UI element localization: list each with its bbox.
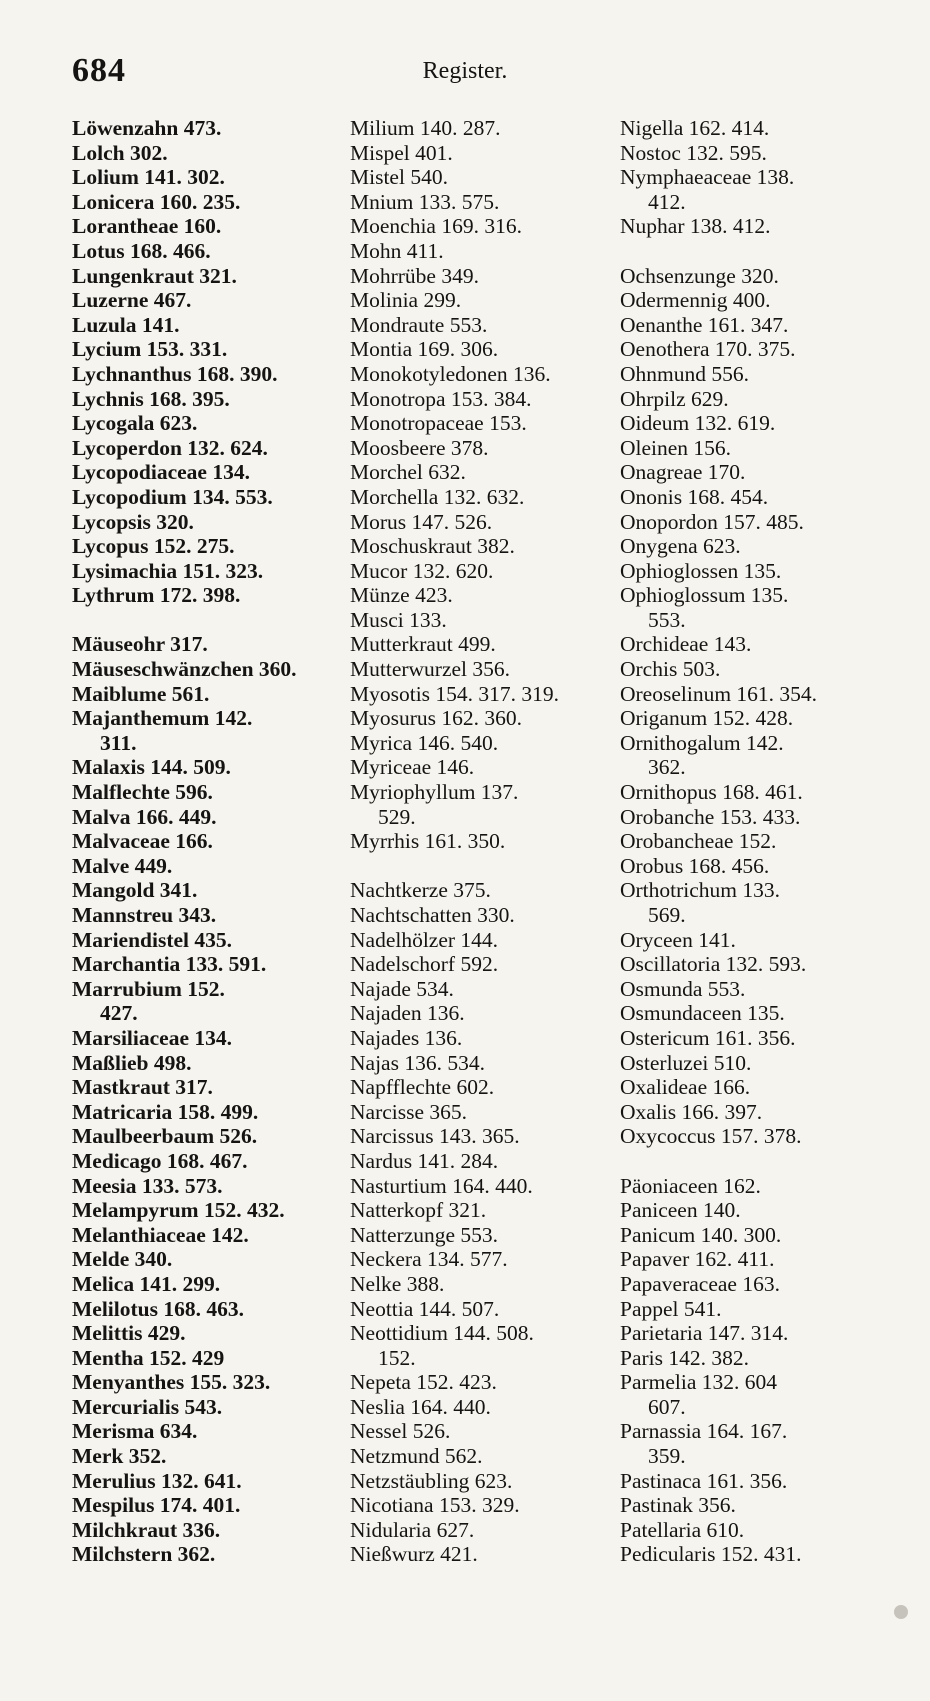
index-entry: Pastinak 356. (620, 1493, 736, 1518)
index-entry: Orthotrichum 133. (620, 878, 781, 903)
index-entry: Marrubium 152. (72, 976, 225, 1001)
index-entry: Mentha 152. 429 (72, 1345, 225, 1370)
index-entry: Narcissus 143. 365. (350, 1124, 520, 1149)
index-entry: Marsiliaceae 134. (72, 1025, 233, 1050)
index-entry: Nachtkerze 375. (350, 878, 491, 903)
index-entry: Monokotyledonen 136. (350, 361, 551, 386)
section-gap (72, 608, 347, 633)
index-entry: Meesia 133. 573. (72, 1173, 223, 1198)
index-entry: Mastkraut 317. (72, 1075, 213, 1100)
index-entry: Panicum 140. 300. (620, 1222, 782, 1247)
index-entry: Luzula 141. (72, 312, 180, 337)
index-entry: Mespilus 174. 401. (72, 1493, 241, 1518)
index-entry: Mondraute 553. (350, 312, 488, 337)
index-entry: Odermennig 400. (620, 288, 771, 313)
index-entry: Majanthemum 142. (72, 706, 253, 731)
index-entry: Molinia 299. (350, 288, 462, 313)
index-entry: Lythrum 172. 398. (72, 583, 241, 608)
index-entry: Natterzunge 553. (350, 1222, 499, 1247)
index-entry-continuation: 359. (648, 1444, 686, 1469)
index-entry: Ophioglossum 135. (620, 583, 789, 608)
index-entry: Moenchia 169. 316. (350, 214, 522, 239)
index-entry: Lycopsis 320. (72, 509, 194, 534)
index-entry: Orchideae 143. (620, 632, 752, 657)
index-entry: Nicotiana 153. 329. (350, 1493, 520, 1518)
index-entry: Najas 136. 534. (350, 1050, 485, 1075)
index-entry: Napfflechte 602. (350, 1075, 495, 1100)
index-entry: Paniceen 140. (620, 1198, 741, 1223)
index-entry: Merisma 634. (72, 1419, 198, 1444)
index-entry: Mercurialis 543. (72, 1394, 223, 1419)
index-entry: Melilotus 168. 463. (72, 1296, 244, 1321)
index-entry: Ornithopus 168. 461. (620, 780, 803, 805)
index-entry: Mutterwurzel 356. (350, 657, 511, 682)
index-entry: Mnium 133. 575. (350, 189, 500, 214)
index-entry: Monotropaceae 153. (350, 411, 527, 436)
index-entry: Oscillatoria 132. 593. (620, 952, 807, 977)
index-entry: Neottia 144. 507. (350, 1296, 500, 1321)
index-entry: Lotus 168. 466. (72, 238, 211, 263)
index-entry: Mutterkraut 499. (350, 632, 496, 657)
index-entry: Moosbeere 378. (350, 435, 489, 460)
index-entry: Lychnis 168. 395. (72, 386, 230, 411)
index-entry: Nostoc 132. 595. (620, 140, 767, 165)
index-entry: Origanum 152. 428. (620, 706, 794, 731)
index-entry: Melanthiaceae 142. (72, 1222, 249, 1247)
index-entry: Melica 141. 299. (72, 1271, 221, 1296)
index-entry: Oreoselinum 161. 354. (620, 681, 818, 706)
index-entry: Päoniaceen 162. (620, 1173, 761, 1198)
index-entry-continuation: 362. (648, 755, 686, 780)
index-entry-continuation: 607. (648, 1394, 686, 1419)
index-entry: Netzstäubling 623. (350, 1468, 513, 1493)
index-entry: Myrica 146. 540. (350, 730, 499, 755)
index-entry-continuation: 311. (100, 730, 137, 755)
running-title: Register. (422, 58, 508, 84)
section-gap (350, 854, 618, 879)
index-entry: Münze 423. (350, 583, 453, 608)
index-entry: Oryceen 141. (620, 927, 736, 952)
index-entry-continuation: 553. (648, 607, 686, 632)
index-entry: Ochsenzunge 320. (620, 263, 779, 288)
index-entry: Osterluzei 510. (620, 1050, 752, 1075)
index-entry: Nessel 526. (350, 1419, 451, 1444)
index-entry: Melde 340. (72, 1247, 173, 1272)
index-entry: Moschuskraut 382. (350, 534, 515, 559)
index-entry: Nuphar 138. 412. (620, 214, 771, 239)
index-entry: Onagreae 170. (620, 460, 746, 485)
index-entry: Montia 169. 306. (350, 337, 499, 362)
index-entry: Melampyrum 152. 432. (72, 1198, 285, 1223)
index-entry: Pedicularis 152. 431. (620, 1542, 802, 1567)
index-entry: Melittis 429. (72, 1321, 186, 1346)
index-entry: Myriceae 146. (350, 755, 475, 780)
index-entry: Mohrrübe 349. (350, 263, 479, 288)
index-entry: Ohnmund 556. (620, 361, 749, 386)
index-entry-continuation: 427. (100, 1001, 138, 1026)
ink-smudge (894, 1605, 908, 1619)
index-entry: Malva 166. 449. (72, 804, 217, 829)
index-entry-continuation: 152. (378, 1345, 416, 1370)
index-entry: Najades 136. (350, 1025, 463, 1050)
index-entry: Najade 534. (350, 976, 454, 1001)
index-entry: Lycopodium 134. 553. (72, 484, 273, 509)
index-entry: Oleinen 156. (620, 435, 732, 460)
index-entry: Lorantheae 160. (72, 214, 222, 239)
index-entry-continuation: 569. (648, 903, 686, 927)
index-entry: Oxalideae 166. (620, 1075, 751, 1100)
index-entry: Onopordon 157. 485. (620, 509, 804, 534)
index-entry: Lycopus 152. 275. (72, 534, 235, 559)
index-entry: Marchantia 133. 591. (72, 952, 267, 977)
index-entry: Nymphaeaceae 138. (620, 165, 795, 190)
index-entry: Lychnanthus 168. 390. (72, 361, 278, 386)
index-entry: Patellaria 610. (620, 1517, 745, 1542)
index-entry: Oenothera 170. 375. (620, 337, 796, 362)
index-entry: Milium 140. 287. (350, 116, 501, 140)
index-entry: Lungenkraut 321. (72, 263, 237, 288)
index-column-2 (350, 116, 618, 1567)
index-entry: Oenanthe 161. 347. (620, 312, 789, 337)
index-entry: Malaxis 144. 509. (72, 755, 231, 780)
index-entry: Luzerne 467. (72, 288, 192, 313)
index-entry: Merk 352. (72, 1444, 167, 1469)
index-entry: Menyanthes 155. 323. (72, 1370, 271, 1395)
index-entry: Maiblume 561. (72, 681, 210, 706)
index-entry: Paris 142. 382. (620, 1345, 749, 1370)
index-entry: Ostericum 161. 356. (620, 1025, 796, 1050)
index-entry: Nepeta 152. 423. (350, 1370, 497, 1395)
index-entry: Parnassia 164. 167. (620, 1419, 788, 1444)
index-entry: Morchella 132. 632. (350, 484, 525, 509)
index-entry: Matricaria 158. 499. (72, 1099, 259, 1124)
index-column-3 (620, 116, 910, 1567)
index-entry: Nelke 388. (350, 1271, 445, 1296)
index-entry: Mäuseohr 317. (72, 632, 208, 657)
index-entry: Lolch 302. (72, 140, 168, 165)
index-entry: Morchel 632. (350, 460, 466, 485)
index-entry: Orobanche 153. 433. (620, 804, 801, 829)
index-entry: Nigella 162. 414. (620, 116, 770, 140)
index-entry: Malvaceae 166. (72, 829, 213, 854)
index-entry: Lycopodiaceae 134. (72, 460, 250, 485)
index-entry: Mispel 401. (350, 140, 453, 165)
index-entry: Mucor 132. 620. (350, 558, 494, 583)
index-entry: Orobancheae 152. (620, 829, 777, 854)
index-entry: Osmunda 553. (620, 976, 746, 1001)
index-entry: Nießwurz 421. (350, 1542, 478, 1567)
index-entry: Mannstreu 343. (72, 903, 217, 927)
index-entry: Onygena 623. (620, 534, 741, 559)
index-entry: Nidularia 627. (350, 1517, 475, 1542)
index-entry: Narcisse 365. (350, 1099, 468, 1124)
section-gap (620, 1149, 910, 1174)
index-entry: Maßlieb 498. (72, 1050, 192, 1075)
index-entry: Ophioglossen 135. (620, 558, 782, 583)
index-entry: Najaden 136. (350, 1001, 465, 1026)
section-gap (620, 239, 910, 264)
index-entry: Nasturtium 164. 440. (350, 1173, 533, 1198)
index-entry-continuation: 412. (648, 189, 686, 214)
index-entry: Netzmund 562. (350, 1444, 483, 1469)
index-entry: Ononis 168. 454. (620, 484, 769, 509)
index-entry: Orobus 168. 456. (620, 853, 770, 878)
index-entry: Nadelschorf 592. (350, 952, 499, 977)
index-entry: Neottidium 144. 508. (350, 1321, 534, 1346)
index-entry: Maulbeerbaum 526. (72, 1124, 258, 1149)
index-entry: Nardus 141. 284. (350, 1148, 499, 1173)
index-entry: Osmundaceen 135. (620, 1001, 785, 1026)
index-entry: Oxycoccus 157. 378. (620, 1124, 802, 1149)
index-entry: Pappel 541. (620, 1296, 722, 1321)
index-entry: Mistel 540. (350, 165, 448, 190)
index-entry: Neslia 164. 440. (350, 1394, 491, 1419)
index-entry: Morus 147. 526. (350, 509, 493, 534)
index-entry: Milchkraut 336. (72, 1517, 221, 1542)
index-entry: Natterkopf 321. (350, 1198, 487, 1223)
index-entry: Myrrhis 161. 350. (350, 829, 506, 854)
page-number: 684 (72, 52, 126, 89)
index-entry: Lycoperdon 132. 624. (72, 435, 268, 460)
index-entry: Parmelia 132. 604 (620, 1370, 778, 1395)
index-entry: Malve 449. (72, 853, 173, 878)
index-entry: Oxalis 166. 397. (620, 1099, 763, 1124)
index-entry: Parietaria 147. 314. (620, 1321, 789, 1346)
index-entry: Lolium 141. 302. (72, 165, 225, 190)
index-entry: Mohn 411. (350, 238, 444, 263)
index-column-1 (72, 116, 347, 1567)
index-entry: Malflechte 596. (72, 780, 213, 805)
index-entry: Ohrpilz 629. (620, 386, 729, 411)
index-entry: Lycogala 623. (72, 411, 198, 436)
index-entry: Myosotis 154. 317. 319. (350, 681, 560, 706)
index-entry: Orchis 503. (620, 657, 721, 682)
index-entry: Papaver 162. 411. (620, 1247, 775, 1272)
index-entry: Papaveraceae 163. (620, 1271, 780, 1296)
index-entry: Milchstern 362. (72, 1542, 216, 1567)
index-entry: Mariendistel 435. (72, 927, 233, 952)
index-entry: Myriophyllum 137. (350, 780, 519, 805)
index-entry: Medicago 168. 467. (72, 1148, 248, 1173)
index-entry: Mäuseschwänzchen 360. (72, 657, 297, 682)
index-entry: Lycium 153. 331. (72, 337, 228, 362)
index-entry: Lysimachia 151. 323. (72, 558, 264, 583)
index-entry: Monotropa 153. 384. (350, 386, 532, 411)
index-entry: Nadelhölzer 144. (350, 927, 499, 952)
index-entry: Mangold 341. (72, 878, 198, 903)
index-entry: Merulius 132. 641. (72, 1468, 242, 1493)
index-entry: Oideum 132. 619. (620, 411, 776, 436)
index-entry: Nachtschatten 330. (350, 903, 515, 927)
index-entry-continuation: 529. (378, 804, 416, 829)
index-entry: Pastinaca 161. 356. (620, 1468, 788, 1493)
index-entry: Neckera 134. 577. (350, 1247, 508, 1272)
index-entry: Ornithogalum 142. (620, 730, 784, 755)
index-entry: Musci 133. (350, 607, 447, 632)
index-entry: Myosurus 162. 360. (350, 706, 523, 731)
index-entry: Lonicera 160. 235. (72, 189, 241, 214)
index-entry: Löwenzahn 473. (72, 116, 222, 140)
